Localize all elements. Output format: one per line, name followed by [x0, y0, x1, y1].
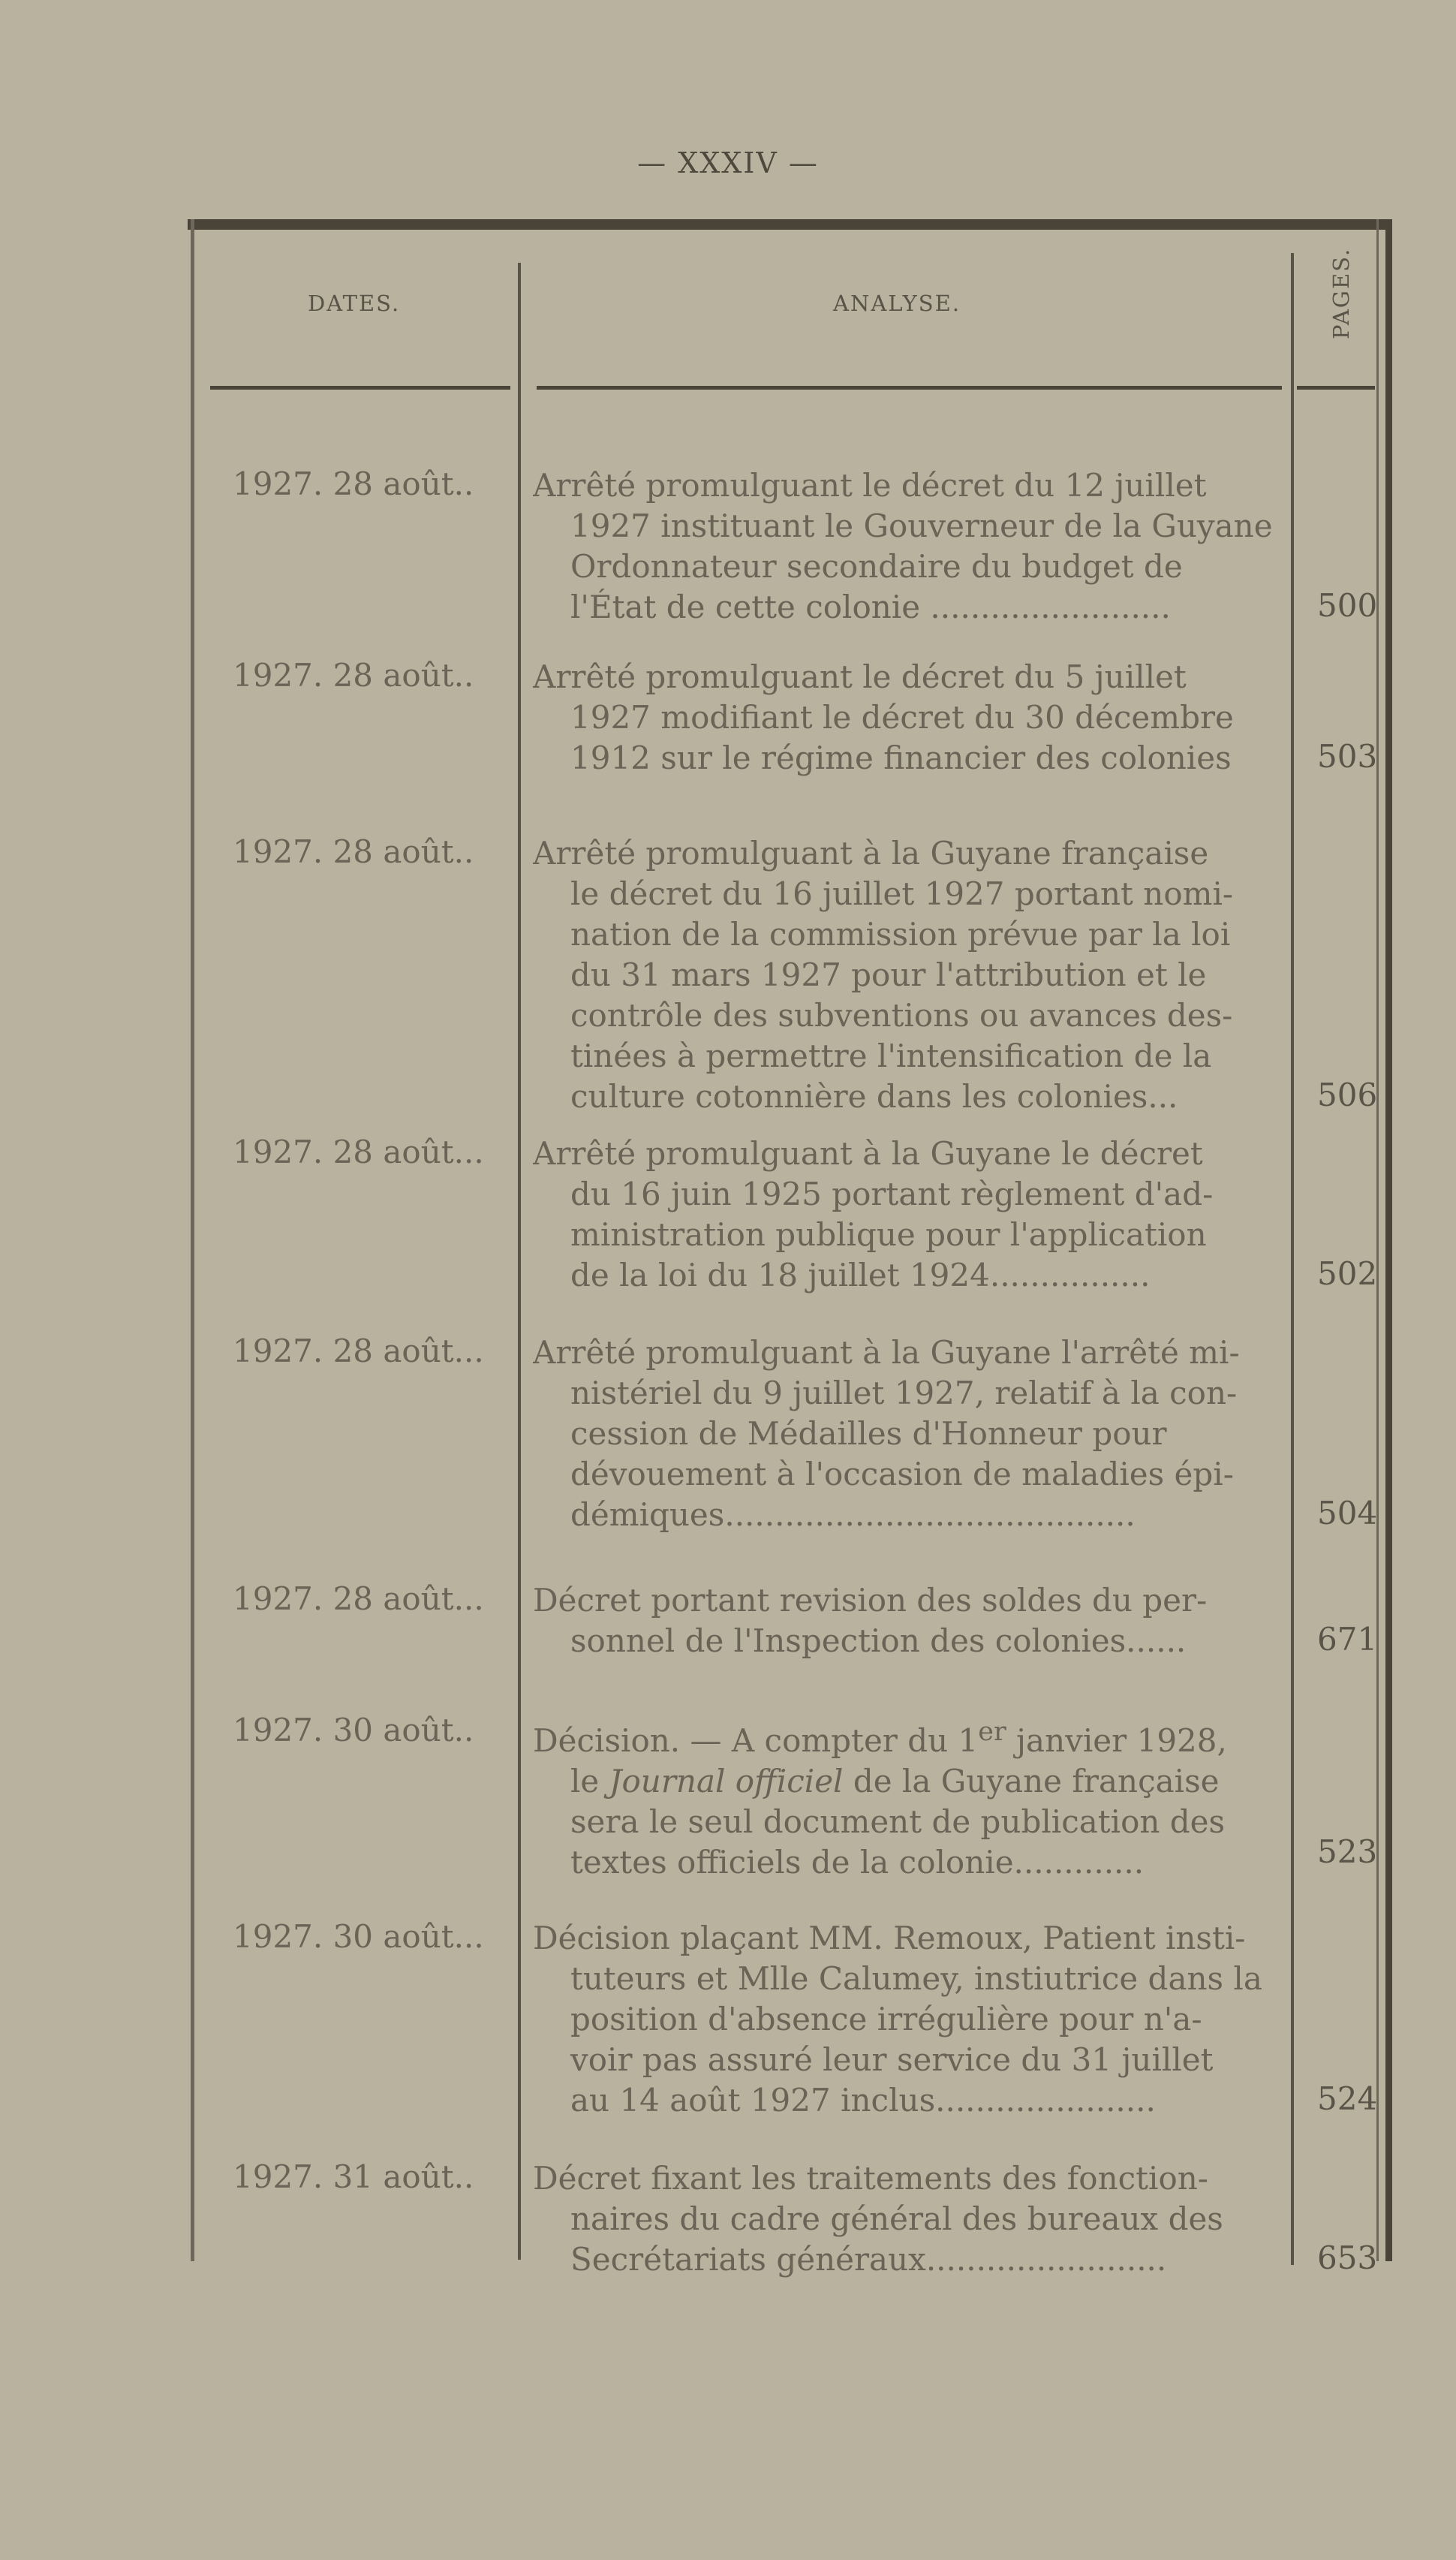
- entry-line: de la loi du 18 juillet 1924................: [570, 1257, 1151, 1294]
- entry-analysis: [533, 465, 1287, 628]
- header-rule-pages: [1297, 386, 1375, 390]
- entry-page: 523: [1317, 1833, 1378, 1870]
- entry-page: 502: [1317, 1255, 1378, 1292]
- entry-analysis: [533, 2158, 1287, 2280]
- entry-line: le décret du 16 juillet 1927 portant nomi-: [570, 875, 1234, 912]
- entry-line: le Journal officiel de la Guyane française: [570, 1763, 1220, 1800]
- entry-line: sonnel de l'Inspection des colonies......: [570, 1622, 1187, 1659]
- entry-analysis: [533, 1580, 1287, 1661]
- entry-line: démiques.........................................: [570, 1496, 1136, 1533]
- entry-line: du 16 juin 1925 portant règlement d'ad-: [570, 1176, 1214, 1212]
- entry-date: 1927. 30 août...: [233, 1918, 484, 1955]
- entry-line: 1912 sur le régime financier des colonies: [570, 739, 1232, 776]
- entry-line: Arrêté promulguant le décret du 12 juillet: [533, 467, 1207, 504]
- entry-date: 1927. 28 août..: [233, 657, 474, 694]
- entry-line: Décret portant revision des soldes du per-: [533, 1582, 1208, 1619]
- entry-line: tinées à permettre l'intensification de la: [570, 1038, 1212, 1074]
- entry-line: Arrêté promulguant à la Guyane le décret: [533, 1135, 1203, 1172]
- entry-date: 1927. 30 août..: [233, 1712, 474, 1748]
- entry-line: position d'absence irrégulière pour n'a-: [570, 2001, 1202, 2037]
- entry-line: ministration publique pour l'application: [570, 1216, 1207, 1253]
- top-rule: [188, 219, 1392, 230]
- entry-line: Arrêté promulguant à la Guyane l'arrêté mi-: [533, 1334, 1240, 1371]
- entry-line: textes officiels de la colonie.............: [570, 1844, 1145, 1881]
- entry-analysis: [533, 657, 1287, 779]
- entry-page: 503: [1317, 738, 1378, 775]
- entry-date: 1927. 28 août...: [233, 1333, 484, 1369]
- right-inner-rule: [1376, 219, 1379, 2261]
- column-header-pages: PAGES.: [1328, 247, 1354, 339]
- entry-date: 1927. 28 août...: [233, 1134, 484, 1170]
- entry-line: nistériel du 9 juillet 1927, relatif à la con-: [570, 1375, 1238, 1411]
- entry-line: du 31 mars 1927 pour l'attribution et le: [570, 956, 1207, 993]
- entry-line: tuteurs et Mlle Calumey, instiutrice dans la: [570, 1960, 1262, 1997]
- entry-page: 504: [1317, 1495, 1378, 1531]
- entry-line: Arrêté promulguant à la Guyane française: [533, 835, 1209, 872]
- entry-line: nation de la commission prévue par la loi: [570, 916, 1231, 953]
- entry-analysis: [533, 1333, 1287, 1535]
- entry-line: au 14 août 1927 inclus......................: [570, 2082, 1156, 2119]
- entry-line: voir pas assuré leur service du 31 juillet: [570, 2041, 1214, 2078]
- entry-line: culture cotonnière dans les colonies...: [570, 1078, 1178, 1115]
- entry-analysis: [533, 1134, 1287, 1296]
- entry-line: contrôle des subventions ou avances des-: [570, 997, 1233, 1034]
- entry-date: 1927. 28 août..: [233, 465, 474, 502]
- column-header-dates: DATES.: [308, 291, 401, 316]
- page-number: — XXXIV —: [637, 146, 819, 179]
- entry-page: 500: [1317, 587, 1378, 624]
- entry-line: Décision plaçant MM. Remoux, Patient insti-: [533, 1920, 1246, 1956]
- entry-line: Décret fixant les traitements des fonction-: [533, 2160, 1208, 2197]
- entry-page: 524: [1317, 2080, 1378, 2117]
- entry-line: dévouement à l'occasion de maladies épi-: [570, 1456, 1234, 1492]
- column-divider-dates: [518, 263, 521, 2260]
- header-rule-dates: [210, 386, 510, 390]
- right-rule: [1385, 219, 1392, 2261]
- entry-date: 1927. 28 août...: [233, 1580, 484, 1617]
- entry-line: sera le seul document de publication des: [570, 1803, 1226, 1840]
- entry-line: Décision. — A compter du 1er janvier 1928,: [533, 1717, 1227, 1759]
- entry-page: 671: [1317, 1621, 1378, 1658]
- entry-page: 506: [1317, 1077, 1378, 1113]
- entry-analysis: [533, 1918, 1287, 2121]
- entry-line: Ordonnateur secondaire du budget de: [570, 548, 1183, 585]
- left-rule: [191, 219, 194, 2261]
- entry-line: 1927 instituant le Gouverneur de la Guyane: [570, 507, 1273, 544]
- entry-date: 1927. 31 août..: [233, 2158, 474, 2195]
- entry-analysis: [533, 1712, 1287, 1883]
- entry-line: 1927 modifiant le décret du 30 décembre: [570, 699, 1234, 736]
- entry-analysis: [533, 833, 1287, 1117]
- column-divider-pages: [1291, 253, 1294, 2265]
- entry-date: 1927. 28 août..: [233, 833, 474, 870]
- entry-line: cession de Médailles d'Honneur pour: [570, 1415, 1167, 1452]
- entry-line: l'État de cette colonie ........................: [570, 589, 1171, 625]
- header-rule-analyse: [537, 386, 1282, 390]
- entry-line: Secrétariats généraux........................: [570, 2241, 1167, 2278]
- entry-page: 653: [1317, 2239, 1378, 2276]
- entry-line: Arrêté promulguant le décret du 5 juillet: [533, 658, 1187, 695]
- entry-line: naires du cadre général des bureaux des: [570, 2200, 1223, 2237]
- column-header-analyse: ANALYSE.: [833, 291, 961, 316]
